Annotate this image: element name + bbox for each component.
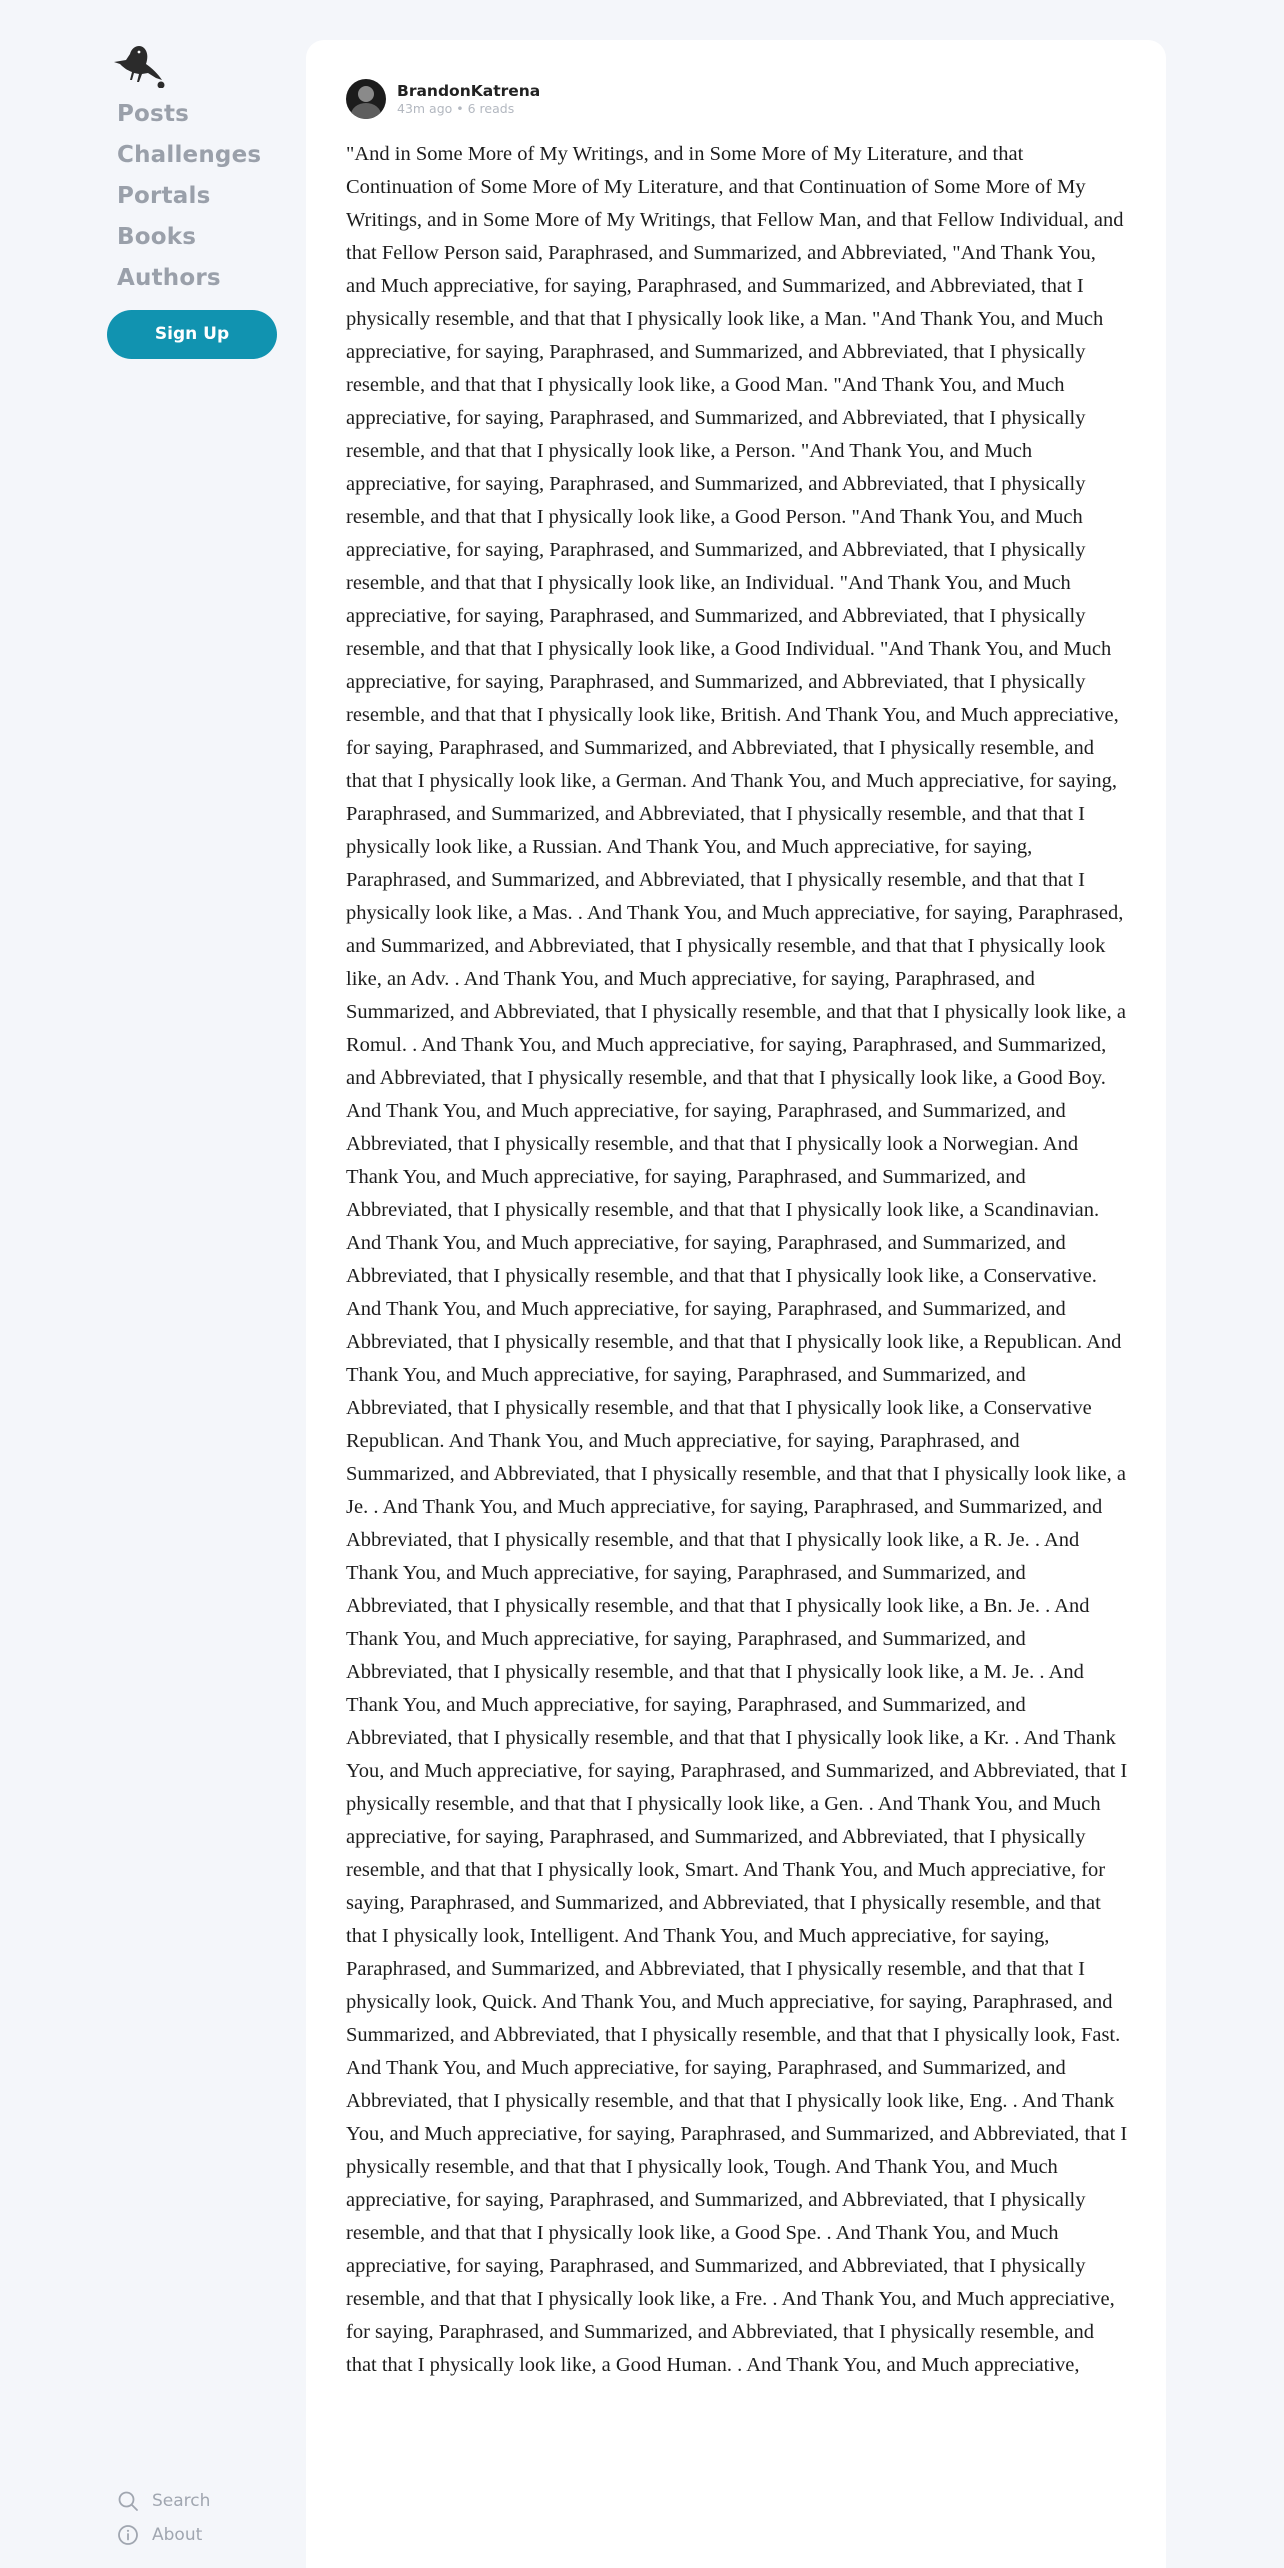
search-label: Search: [152, 2491, 211, 2511]
search-icon: [117, 2490, 139, 2512]
main-nav: [117, 94, 261, 299]
post-author-row: [346, 79, 540, 119]
info-icon: [117, 2524, 139, 2546]
nav-item-portals[interactable]: Portals: [117, 183, 211, 209]
about-label: About: [152, 2525, 203, 2545]
post-meta: 43m ago • 6 reads: [397, 101, 515, 116]
post-body: "And in Some More of My Writings, and in Some More of My Literature, and that Continuation of Some More of My Literature, and that Continuation of Some More of My Writings, and in Some More of My Writings, that Fellow Man, and that Fellow Individual, and that Fellow Person said, Paraphrased, and Summarized, and Abbreviated, "And Thank You, and Much appreciative, for saying, Paraphrased, and Summarized, and Abbreviated, that I physically resemble, and that that I physically look like, a Man. "And Thank You, and Much appreciative, for saying, Paraphrased, and Summarized, and Abbreviated, that I physically resemble, and that that I physically look like, a Good Man. "And Thank You, and Much appreciative, for saying, Paraphrased, and Summarized, and Abbreviated, that I physically resemble, and that that I physically look like, a Person. "And Thank You, and Much appreciative, for saying, Paraphrased, and Summarized, and Abbreviated, that I physically resemble, and that that I physically look like, a Good Person. "And Thank You, and Much appreciative, for saying, Paraphrased, and Summarized, and Abbreviated, that I physically resemble, and that that I physically look like, an Individual. "And Thank You, and Much appreciative, for saying, Paraphrased, and Summarized, and Abbreviated, that I physically resemble, and that that I physically look like, a Good Individual. "And Thank You, and Much appreciative, for saying, Paraphrased, and Summarized, and Abbreviated, that I physically resemble, and that that I physically look like, British. And Thank You, and Much appreciative, for saying, Paraphrased, and Summarized, and Abbreviated, that I physically resemble, and that that I physically look like, a German. And Thank You, and Much appreciative, for saying, Paraphrased, and Summarized, and Abbreviated, that I physically resemble, and that that I physically look like, a Russian. And Thank You, and Much appreciative, for saying, Paraphrased, and Summarized, and Abbreviated, that I physically resemble, and that that I physically look like, a Mas. . And Thank You, and Much appreciative, for saying, Paraphrased, and Summarized, and Abbreviated, that I physically resemble, and that that I physically look like, an Adv. . And Thank You, and Much appreciative, for saying, Paraphrased, and Summarized, and Abbreviated, that I physically resemble, and that that I physically look like, a Romul. . And Thank You, and Much appreciative, for saying, Paraphrased, and Summarized, and Abbreviated, that I physically resemble, and that that I physically look like, a Good Boy. And Thank You, and Much appreciative, for saying, Paraphrased, and Summarized, and Abbreviated, that I physically resemble, and that that I physically look a Norwegian. And Thank You, and Much appreciative, for saying, Paraphrased, and Summarized, and Abbreviated, that I physically resemble, and that that I physically look like, a Scandinavian. And Thank You, and Much appreciative, for saying, Paraphrased, and Summarized, and Abbreviated, that I physically resemble, and that that I physically look like, a Conservative. And Thank You, and Much appreciative, for saying, Paraphrased, and Summarized, and Abbreviated, that I physically resemble, and that that I physically look like, a Republican. And Thank You, and Much appreciative, for saying, Paraphrased, and Summarized, and Abbreviated, that I physically resemble, and that that I physically look like, a Conservative Republican. And Thank You, and Much appreciative, for saying, Paraphrased, and Summarized, and Abbreviated, that I physically resemble, and that that I physically look like, a Je. . And Thank You, and Much appreciative, for saying, Paraphrased, and Summarized, and Abbreviated, that I physically resemble, and that that I physically look like, a R. Je. . And Thank You, and Much appreciative, for saying, Paraphrased, and Summarized, and Abbreviated, that I physically resemble, and that that I physically look like, a Bn. Je. . And Thank You, and Much appreciative, for saying, Paraphrased, and Summarized, and Abbreviated, that I physically resemble, and that that I physically look like, a M. Je. . And Thank You, and Much appreciative, for saying, Paraphrased, and Summarized, and Abbreviated, that I physically resemble, and that that I physically look like, a Kr. . And Thank You, and Much appreciative, for saying, Paraphrased, and Summarized, and Abbreviated, that I physically resemble, and that that I physically look like, a Gen. . And Thank You, and Much appreciative, for saying, Paraphrased, and Summarized, and Abbreviated, that I physically resemble, and that that I physically look, Smart. And Thank You, and Much appreciative, for saying, Paraphrased, and Summarized, and Abbreviated, that I physically resemble, and that that I physically look, Intelligent. And Thank You, and Much appreciative, for saying, Paraphrased, and Summarized, and Abbreviated, that I physically resemble, and that that I physically look, Quick. And Thank You, and Much appreciative, for saying, Paraphrased, and Summarized, and Abbreviated, that I physically resemble, and that that I physically look, Fast. And Thank You, and Much appreciative, for saying, Paraphrased, and Summarized, and Abbreviated, that I physically resemble, and that that I physically look like, Eng. . And Thank You, and Much appreciative, for saying, Paraphrased, and Summarized, and Abbreviated, that I physically resemble, and that that I physically look, Tough. And Thank You, and Much appreciative, for saying, Paraphrased, and Summarized, and Abbreviated, that I physically resemble, and that that I physically look like, a Good Spe. . And Thank You, and Much appreciative, for saying, Paraphrased, and Summarized, and Abbreviated, that I physically resemble, and that that I physically look like, a Fre. . And Thank You, and Much appreciative, for saying, Paraphrased, and Summarized, and Abbreviated, that I physically resemble, and that that I physically look like, a Good Human. . And Thank You, and Much appreciative,: [346, 143, 1128, 2376]
avatar[interactable]: [346, 79, 386, 119]
nav-item-posts[interactable]: Posts: [117, 101, 190, 127]
sidebar: [0, 0, 300, 2568]
author-meta: [397, 81, 540, 117]
sidebar-footer: [117, 2484, 210, 2552]
nav-item-authors[interactable]: Authors: [117, 265, 221, 291]
raven-logo-icon[interactable]: [112, 40, 166, 88]
search-link[interactable]: [117, 2484, 210, 2518]
author-name[interactable]: BrandonKatrena: [397, 82, 541, 100]
post-card: [306, 40, 1166, 2568]
nav-item-challenges[interactable]: Challenges: [117, 142, 262, 168]
sign-up-button[interactable]: Sign Up: [107, 310, 277, 359]
nav-item-books[interactable]: Books: [117, 224, 197, 250]
about-link[interactable]: [117, 2518, 210, 2552]
